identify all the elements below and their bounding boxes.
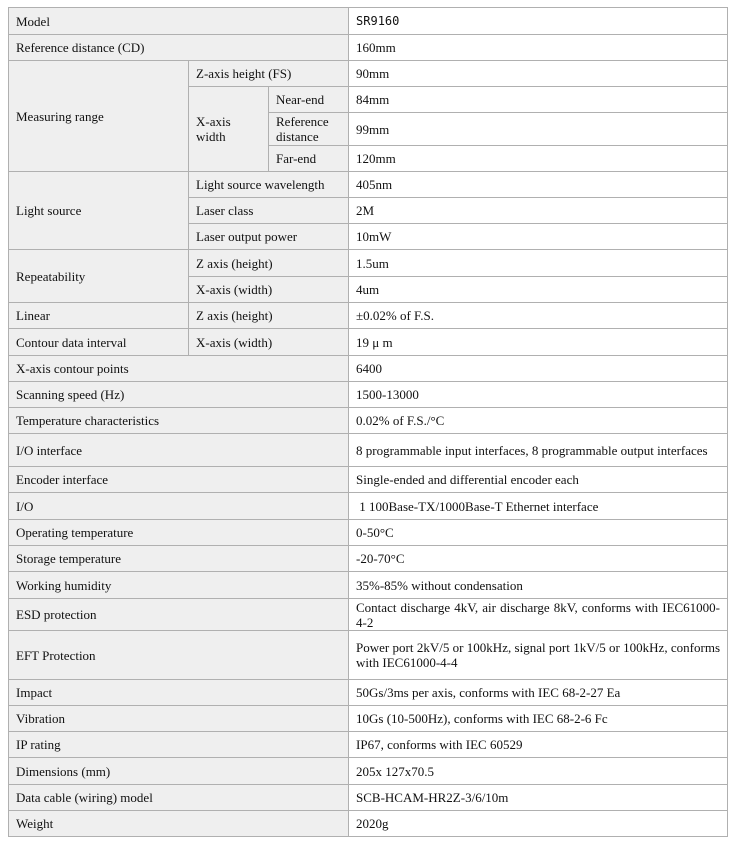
value-reference: 99mm	[349, 113, 728, 146]
label-reference-distance: Reference distance (CD)	[9, 35, 349, 61]
label-working-humidity: Working humidity	[9, 572, 349, 599]
value-operating-temperature: 0-50°C	[349, 520, 728, 546]
label-impact: Impact	[9, 680, 349, 706]
row-contour-interval	[9, 329, 728, 356]
label-eft-protection: EFT Protection	[9, 631, 349, 680]
value-weight: 2020g	[349, 811, 728, 837]
value-eft-protection: Power port 2kV/5 or 100kHz, signal port 1kV/5 or 100kHz, conforms with IEC61000-4-4	[349, 631, 728, 680]
label-model: Model	[9, 8, 349, 35]
row-working-humidity	[9, 572, 728, 599]
value-far-end: 120mm	[349, 146, 728, 172]
label-repeatability: Repeatability	[9, 250, 189, 303]
spec-table	[8, 7, 728, 837]
row-storage-temperature	[9, 546, 728, 572]
row-x-contour-points	[9, 356, 728, 382]
row-temperature-characteristics	[9, 408, 728, 434]
label-weight: Weight	[9, 811, 349, 837]
label-vibration: Vibration	[9, 706, 349, 732]
label-linear: Linear	[9, 303, 189, 329]
label-linear-sub: Z axis (height)	[189, 303, 349, 329]
value-io: 1 100Base-TX/1000Base-T Ethernet interface	[349, 493, 728, 520]
row-data-cable	[9, 785, 728, 811]
value-io-interface: 8 programmable input interfaces, 8 programmable output interfaces	[349, 434, 728, 467]
label-scanning-speed: Scanning speed (Hz)	[9, 382, 349, 408]
row-encoder-interface	[9, 467, 728, 493]
row-ip-rating	[9, 732, 728, 758]
value-impact: 50Gs/3ms per axis, conforms with IEC 68-2-27 Ea	[349, 680, 728, 706]
row-io-interface	[9, 434, 728, 467]
row-linear	[9, 303, 728, 329]
row-operating-temperature	[9, 520, 728, 546]
row-wavelength	[9, 172, 728, 198]
value-near-end: 84mm	[349, 87, 728, 113]
value-esd-protection: Contact discharge 4kV, air discharge 8kV, conforms with IEC61000-4-2	[349, 599, 728, 631]
value-storage-temperature: -20-70°C	[349, 546, 728, 572]
label-temperature-characteristics: Temperature characteristics	[9, 408, 349, 434]
label-repeatability-z: Z axis (height)	[189, 250, 349, 277]
value-wavelength: 405nm	[349, 172, 728, 198]
value-vibration: 10Gs (10-500Hz), conforms with IEC 68-2-6 Fc	[349, 706, 728, 732]
row-io	[9, 493, 728, 520]
row-dimensions	[9, 758, 728, 785]
value-temperature-characteristics: 0.02% of F.S./°C	[349, 408, 728, 434]
value-x-contour-points: 6400	[349, 356, 728, 382]
label-z-axis-height: Z-axis height (FS)	[189, 61, 349, 87]
label-far-end: Far-end	[269, 146, 349, 172]
row-model	[9, 8, 728, 35]
label-operating-temperature: Operating temperature	[9, 520, 349, 546]
row-scanning-speed	[9, 382, 728, 408]
label-io-interface: I/O interface	[9, 434, 349, 467]
label-output-power: Laser output power	[189, 224, 349, 250]
label-dimensions: Dimensions (mm)	[9, 758, 349, 785]
label-laser-class: Laser class	[189, 198, 349, 224]
row-weight	[9, 811, 728, 837]
row-repeatability-z	[9, 250, 728, 277]
value-repeatability-z: 1.5um	[349, 250, 728, 277]
value-reference-distance: 160mm	[349, 35, 728, 61]
value-contour-interval: 19 μ m	[349, 329, 728, 356]
value-dimensions: 205x 127x70.5	[349, 758, 728, 785]
value-ip-rating: IP67, conforms with IEC 60529	[349, 732, 728, 758]
value-repeatability-x: 4um	[349, 277, 728, 303]
row-eft-protection	[9, 631, 728, 680]
value-z-axis-height: 90mm	[349, 61, 728, 87]
label-x-axis-width: X-axis width	[189, 87, 269, 172]
label-near-end: Near-end	[269, 87, 349, 113]
label-measuring-range: Measuring range	[9, 61, 189, 172]
row-z-axis-height	[9, 61, 728, 87]
value-model: SR9160	[349, 8, 728, 35]
label-repeatability-x: X-axis (width)	[189, 277, 349, 303]
row-vibration	[9, 706, 728, 732]
value-laser-class: 2M	[349, 198, 728, 224]
row-impact	[9, 680, 728, 706]
label-ip-rating: IP rating	[9, 732, 349, 758]
value-output-power: 10mW	[349, 224, 728, 250]
row-reference-distance	[9, 35, 728, 61]
label-contour-interval: Contour data interval	[9, 329, 189, 356]
label-light-source: Light source	[9, 172, 189, 250]
label-io: I/O	[9, 493, 349, 520]
value-scanning-speed: 1500-13000	[349, 382, 728, 408]
value-working-humidity: 35%-85% without condensation	[349, 572, 728, 599]
label-data-cable: Data cable (wiring) model	[9, 785, 349, 811]
label-encoder-interface: Encoder interface	[9, 467, 349, 493]
label-storage-temperature: Storage temperature	[9, 546, 349, 572]
label-contour-interval-sub: X-axis (width)	[189, 329, 349, 356]
value-encoder-interface: Single-ended and differential encoder each	[349, 467, 728, 493]
value-linear: ±0.02% of F.S.	[349, 303, 728, 329]
label-wavelength: Light source wavelength	[189, 172, 349, 198]
value-data-cable: SCB-HCAM-HR2Z-3/6/10m	[349, 785, 728, 811]
row-esd-protection	[9, 599, 728, 631]
label-x-contour-points: X-axis contour points	[9, 356, 349, 382]
label-reference: Reference distance	[269, 113, 349, 146]
label-esd-protection: ESD protection	[9, 599, 349, 631]
